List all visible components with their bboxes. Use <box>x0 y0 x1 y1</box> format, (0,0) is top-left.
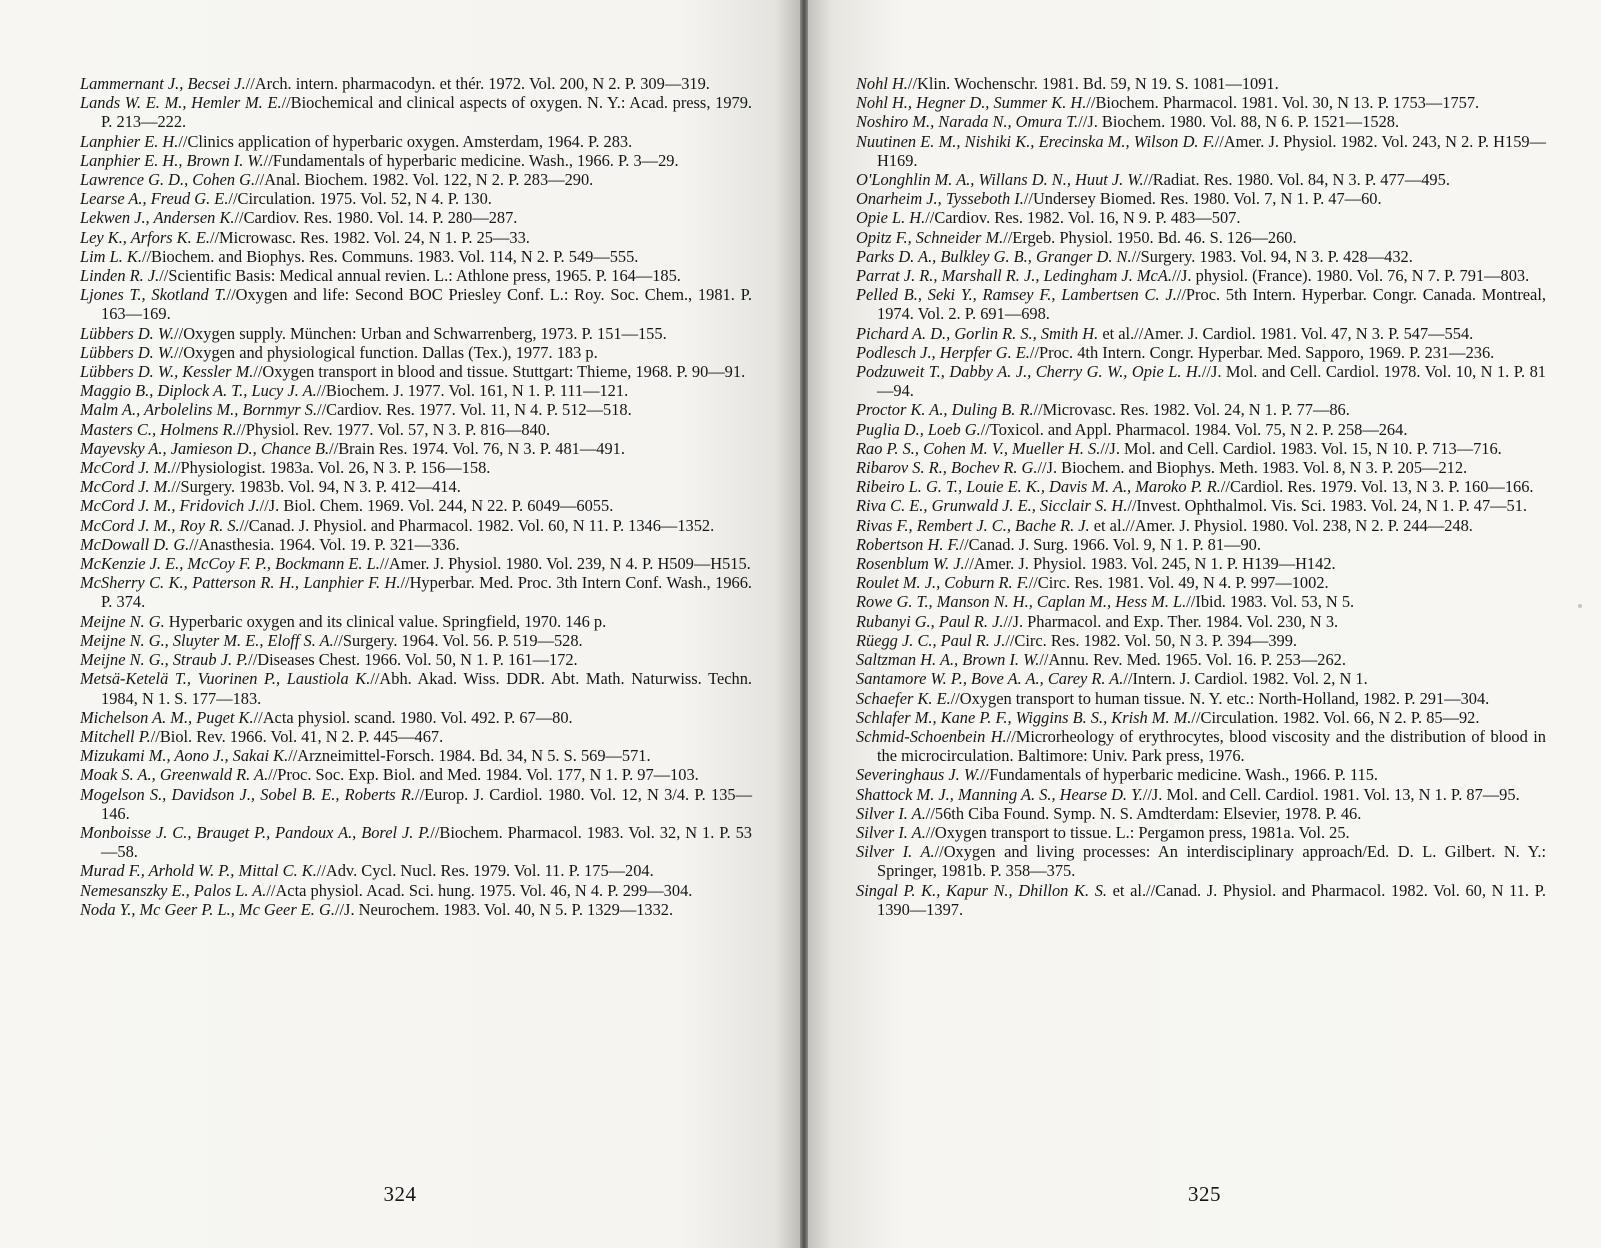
reference-entry <box>80 228 752 247</box>
reference-source: et al.//Amer. J. Cardiol. 1981. Vol. 47, N 3. P. 547—554. <box>1098 323 1474 343</box>
reference-source: //Oxygen supply. München: Urban and Schwarrenberg, 1973. P. 151—155. <box>174 323 667 343</box>
reference-entry <box>856 208 1546 227</box>
reference-source: //Oxygen and physiological function. Dallas (Tex.), 1977. 183 p. <box>174 342 598 362</box>
reference-authors: Monboisse J. C., Brauget P., Pandoux A., Borel J. P. <box>80 822 431 842</box>
reference-entry <box>856 132 1546 170</box>
reference-source: //Physiol. Rev. 1977. Vol. 57, N 3. P. 816—840. <box>236 419 551 439</box>
reference-entry <box>856 804 1546 823</box>
reference-source: //Clinics application of hyperbaric oxygen. Amsterdam, 1964. P. 283. <box>178 131 633 151</box>
reference-source: //Canad. J. Surg. 1966. Vol. 9, N 1. P. 81—90. <box>959 534 1261 554</box>
reference-source: //Amer. J. Physiol. 1982. Vol. 243, N 2. P. H159—H169. <box>877 131 1546 170</box>
reference-entry <box>80 631 752 650</box>
reference-source: //Microvasc. Res. 1982. Vol. 24, N 1. P. 77—86. <box>1033 400 1350 420</box>
reference-authors: Ljones T., Skotland T. <box>80 285 227 305</box>
reference-entry <box>80 554 752 573</box>
reference-entry <box>80 324 752 343</box>
reference-source: //Amer. J. Physiol. 1983. Vol. 245, N 1. P. H139—H142. <box>964 554 1336 574</box>
reference-entry <box>80 669 752 707</box>
reference-entry <box>80 343 752 362</box>
page-number-left: 324 <box>383 1182 417 1206</box>
reference-source: //Proc. Soc. Exp. Biol. and Med. 1984. Vol. 177, N 1. P. 97—103. <box>268 765 699 785</box>
reference-entry <box>856 842 1546 880</box>
reference-source: //Anal. Biochem. 1982. Vol. 122, N 2. P. 283—290. <box>255 170 594 190</box>
reference-entry <box>80 612 752 631</box>
reference-source: //Abh. Akad. Wiss. DDR. Abt. Math. Naturwiss. Techn. 1984, N 1. S. 177—183. <box>101 669 753 708</box>
reference-entry <box>80 881 752 900</box>
reference-authors: Nohl H. <box>856 74 908 93</box>
reference-source: //Invest. Ophthalmol. Vis. Sci. 1983. Vol. 24, N 1. P. 47—51. <box>1127 496 1528 516</box>
reference-authors: Mitchell P. <box>80 726 151 746</box>
reference-authors: Linden R. J. <box>80 266 160 286</box>
reference-entry <box>80 74 752 93</box>
reference-source: //J. Mol. and Cell. Cardiol. 1978. Vol. 10, N 1. P. 81—94. <box>877 362 1546 401</box>
reference-source: //Oxygen transport to tissue. L.: Pergamon press, 1981a. Vol. 25. <box>925 822 1350 842</box>
reference-source: //Surgery. 1983. Vol. 94, N 3. P. 428—432. <box>1131 246 1413 266</box>
reference-authors: McSherry C. K., Patterson R. H., Lanphier F. H. <box>80 573 401 593</box>
reference-source: Hyperbaric oxygen and its clinical value. Springfield, 1970. 146 p. <box>164 611 607 631</box>
reference-entry <box>80 516 752 535</box>
reference-authors: McCord J. M. <box>80 458 172 478</box>
reference-entry <box>80 785 752 823</box>
reference-authors: Rosenblum W. J. <box>856 554 965 574</box>
reference-authors: Learse A., Freud G. E. <box>80 189 229 209</box>
reference-authors: Riva C. E., Grunwald J. E., Sicclair S. H. <box>856 496 1128 516</box>
reference-source: //Fundamentals of hyperbaric medicine. Wash., 1966. P. 3—29. <box>263 150 679 170</box>
reference-entry <box>80 746 752 765</box>
reference-entry <box>856 573 1546 592</box>
reference-source: //Circ. Res. 1981. Vol. 49, N 4. P. 997—1002. <box>1028 573 1329 593</box>
reference-entry <box>856 362 1546 400</box>
reference-source: //Diseases Chest. 1966. Vol. 50, N 1. P. 161—172. <box>248 650 578 670</box>
reference-entry <box>856 324 1546 343</box>
reference-authors: Noda Y., Mc Geer P. L., Mc Geer E. G. <box>80 899 335 919</box>
reference-entry <box>856 881 1546 919</box>
reference-authors: McCord J. M. <box>80 477 172 497</box>
reference-authors: Rivas F., Rembert J. C., Bache R. J. <box>856 515 1090 535</box>
reference-source: //Biochem. and Biophys. Res. Communs. 1983. Vol. 114, N 2. P. 549—555. <box>141 246 639 266</box>
reference-entry <box>80 727 752 746</box>
reference-entry <box>80 93 752 131</box>
reference-source: //Oxygen transport in blood and tissue. Stuttgart: Thieme, 1968. P. 90—91. <box>253 362 746 382</box>
reference-entry <box>856 189 1546 208</box>
reference-authors: McCord J. M., Fridovich J. <box>80 496 260 516</box>
reference-entry <box>80 247 752 266</box>
reference-source: //Europ. J. Cardiol. 1980. Vol. 12, N 3/4. P. 135—146. <box>101 784 752 823</box>
reference-authors: O'Longhlin M. A., Willans D. N., Huut J. W. <box>856 170 1144 190</box>
reference-authors: Onarheim J., Tysseboth I. <box>856 189 1024 209</box>
paper-speck <box>1578 604 1582 608</box>
reference-source: //Cardiov. Res. 1982. Vol. 16, N 9. P. 483—507. <box>925 208 1241 228</box>
reference-source: //Amer. J. Physiol. 1980. Vol. 239, N 4. P. H509—H515. <box>379 554 751 574</box>
reference-entry <box>856 228 1546 247</box>
reference-authors: Shattock M. J., Manning A. S., Hearse D. Y. <box>856 784 1143 804</box>
reference-entry <box>856 285 1546 323</box>
reference-source: //Proc. 4th Intern. Congr. Hyperbar. Med. Sapporo, 1969. P. 231—236. <box>1029 342 1495 362</box>
reference-entry <box>856 420 1546 439</box>
reference-source: //Acta physiol. scand. 1980. Vol. 492. P. 67—80. <box>253 707 573 727</box>
reference-entry <box>856 266 1546 285</box>
reference-entry <box>856 496 1546 515</box>
reference-entry <box>856 823 1546 842</box>
reference-authors: Lands W. E. M., Hemler M. E. <box>80 93 282 113</box>
reference-authors: McKenzie J. E., McCoy F. P., Bockmann E. L. <box>80 554 380 574</box>
reference-authors: Schlafer M., Kane P. F., Wiggins B. S., Krish M. M. <box>856 707 1192 727</box>
reference-authors: Meijne N. G. <box>80 611 165 631</box>
reference-entry <box>856 785 1546 804</box>
reference-entry <box>80 900 752 919</box>
reference-source: //Radiat. Res. 1980. Vol. 84, N 3. P. 477—495. <box>1143 170 1450 190</box>
reference-entry <box>80 477 752 496</box>
reference-authors: Rubanyi G., Paul R. J. <box>856 611 1004 631</box>
reference-authors: Rowe G. T., Manson N. H., Caplan M., Hess M. L. <box>856 592 1187 612</box>
reference-authors: Puglia D., Loeb G. <box>856 419 981 439</box>
reference-source: //Adv. Cycl. Nucl. Res. 1979. Vol. 11. P. 175—204. <box>316 861 654 881</box>
reference-authors: Santamore W. P., Bove A. A., Carey R. A. <box>856 669 1124 689</box>
reference-authors: Nohl H., Hegner D., Summer K. H. <box>856 93 1087 113</box>
reference-source: //Biochem. J. 1977. Vol. 161, N 1. P. 111—121. <box>316 381 629 401</box>
reference-entry <box>856 669 1546 688</box>
reference-entry <box>80 266 752 285</box>
reference-list-right <box>856 74 1546 919</box>
reference-list-left <box>80 74 752 919</box>
reference-entry <box>80 496 752 515</box>
reference-authors: Nuutinen E. M., Nishiki K., Erecinska M., Wilson D. F. <box>856 131 1215 151</box>
reference-source: //Cardiov. Res. 1977. Vol. 11, N 4. P. 512—518. <box>317 400 632 420</box>
reference-authors: Meijne N. G., Sluyter M. E., Eloff S. A. <box>80 630 334 650</box>
reference-authors: Rüegg J. C., Paul R. J. <box>856 630 1006 650</box>
reference-source: //Brain Res. 1974. Vol. 76, N 3. P. 481—491. <box>329 438 625 458</box>
reference-authors: McCord J. M., Roy R. S. <box>80 515 240 535</box>
reference-entry <box>856 535 1546 554</box>
reference-authors: Michelson A. M., Puget K. <box>80 707 254 727</box>
reference-entry <box>856 689 1546 708</box>
reference-source: //Surgery. 1964. Vol. 56. P. 519—528. <box>333 630 583 650</box>
reference-authors: Ribarov S. R., Bochev R. G. <box>856 458 1038 478</box>
reference-source: //J. Neurochem. 1983. Vol. 40, N 5. P. 1329—1332. <box>334 899 674 919</box>
reference-source: //Toxicol. and Appl. Pharmacol. 1984. Vol. 75, N 2. P. 258—264. <box>980 419 1408 439</box>
reference-source: //Anasthesia. 1964. Vol. 19. P. 321—336. <box>189 534 460 554</box>
reference-authors: Lübbers D. W., Kessler M. <box>80 362 254 382</box>
reference-source: //Biochemical and clinical aspects of oxygen. N. Y.: Acad. press, 1979. P. 213—222. <box>101 93 753 132</box>
reference-entry <box>80 535 752 554</box>
reference-source: //Oxygen transport to human tissue. N. Y. etc.: North-Holland, 1982. P. 291—304. <box>950 688 1490 708</box>
reference-entry <box>856 612 1546 631</box>
reference-authors: Robertson H. F. <box>856 534 960 554</box>
reference-source: //Oxygen and life: Second BOC Priesley Conf. L.: Roy. Soc. Chem., 1981. P. 163—169. <box>101 285 752 324</box>
reference-authors: Lammernant J., Becsei J. <box>80 74 246 93</box>
reference-source: //J. Biochem. 1980. Vol. 88, N 6. P. 1521—1528. <box>1078 112 1400 132</box>
reference-source: et al.//Amer. J. Physiol. 1980. Vol. 238, N 2. P. 244—248. <box>1089 515 1473 535</box>
reference-entry <box>856 516 1546 535</box>
reference-authors: Maggio B., Diplock A. T., Lucy J. A. <box>80 381 317 401</box>
reference-source: //Acta physiol. Acad. Sci. hung. 1975. Vol. 46, N 4. P. 299—304. <box>266 880 693 900</box>
reference-authors: Pichard A. D., Gorlin R. S., Smith H. <box>856 323 1099 343</box>
reference-entry <box>856 74 1546 93</box>
reference-authors: Parks D. A., Bulkley G. B., Granger D. N. <box>856 246 1132 266</box>
reference-entry <box>80 151 752 170</box>
reference-source: //Canad. J. Physiol. and Pharmacol. 1982. Vol. 60, N 11. P. 1346—1352. <box>239 515 715 535</box>
page-number-right: 325 <box>1188 1182 1221 1206</box>
reference-entry <box>856 592 1546 611</box>
reference-source: //Biochem. Pharmacol. 1981. Vol. 30, N 13. P. 1753—1757. <box>1086 93 1480 113</box>
reference-entry <box>80 861 752 880</box>
reference-entry <box>80 170 752 189</box>
reference-authors: Schmid-Schoenbein H. <box>856 726 1007 746</box>
reference-entry <box>80 650 752 669</box>
reference-authors: Lanphier E. H., Brown I. W. <box>80 150 264 170</box>
reference-entry <box>856 247 1546 266</box>
reference-authors: Mogelson S., Davidson J., Sobel B. E., Roberts R. <box>80 784 416 804</box>
left-page <box>0 0 800 1248</box>
reference-source: //Microrheology of erythrocytes, blood viscosity and the distribution of blood in the microcirculation. Baltimore: Univ. Park press, 1976. <box>877 726 1546 766</box>
reference-authors: Ribeiro L. G. T., Louie E. K., Davis M. A., Maroko P. R. <box>856 477 1221 497</box>
reference-source: //56th Ciba Found. Symp. N. S. Amdterdam: Elsevier, 1978. P. 46. <box>925 803 1362 823</box>
reference-entry <box>80 381 752 400</box>
reference-authors: Severinghaus J. W. <box>856 765 981 785</box>
reference-source: //Microwasc. Res. 1982. Vol. 24, N 1. P. 25—33. <box>209 227 530 247</box>
reference-entry <box>856 650 1546 669</box>
reference-source: //J. Mol. and Cell. Cardiol. 1981. Vol. 13, N 1. P. 87—95. <box>1142 784 1520 804</box>
reference-entry <box>856 477 1546 496</box>
reference-entry <box>80 573 752 611</box>
reference-authors: Lim L. K. <box>80 246 142 266</box>
reference-authors: Masters C., Holmens R. <box>80 419 237 439</box>
reference-source: //Circulation. 1982. Vol. 66, N 2. P. 85—92. <box>1191 707 1480 727</box>
reference-authors: Roulet M. J., Coburn R. F. <box>856 573 1029 593</box>
reference-authors: Mayevsky A., Jamieson D., Chance B. <box>80 438 330 458</box>
reference-entry <box>856 458 1546 477</box>
reference-source: //Hyperbar. Med. Proc. 3th Intern Conf. Wash., 1966. P. 374. <box>101 573 753 612</box>
reference-source: //Circulation. 1975. Vol. 52, N 4. P. 130. <box>228 189 492 209</box>
reference-authors: Nemesanszky E., Palos L. A. <box>80 880 267 900</box>
reference-authors: Meijne N. G., Straub J. P. <box>80 650 249 670</box>
reference-authors: Ley K., Arfors K. E. <box>80 227 210 247</box>
reference-authors: Malm A., Arbolelins M., Bornmyr S. <box>80 400 318 420</box>
reference-authors: Lekwen J., Andersen K. <box>80 208 235 228</box>
reference-source: //Undersey Biomed. Res. 1980. Vol. 7, N 1. P. 47—60. <box>1023 189 1382 209</box>
reference-entry <box>80 285 752 323</box>
reference-entry <box>856 554 1546 573</box>
reference-entry <box>856 112 1546 131</box>
reference-authors: Schaefer K. E. <box>856 688 951 708</box>
reference-authors: Proctor K. A., Duling B. R. <box>856 400 1034 420</box>
reference-authors: Podlesch J., Herpfer G. E. <box>856 342 1030 362</box>
reference-authors: Murad F., Arhold W. P., Mittal C. K. <box>80 861 317 881</box>
reference-entry <box>80 458 752 477</box>
reference-authors: Mizukami M., Aono J., Sakai K. <box>80 746 289 766</box>
reference-authors: Silver I. A. <box>856 822 926 842</box>
reference-source: //J. Biol. Chem. 1969. Vol. 244, N 22. P. 6049—6055. <box>259 496 614 516</box>
reference-entry <box>856 170 1546 189</box>
reference-authors: Parrat J. R., Marshall R. J., Ledingham J. McA. <box>856 266 1172 286</box>
reference-source: //Cardiov. Res. 1980. Vol. 14. P. 280—287. <box>234 208 518 228</box>
reference-source: //Ibid. 1983. Vol. 53, N 5. <box>1186 592 1355 612</box>
reference-authors: McDowall D. G. <box>80 534 190 554</box>
reference-entry <box>80 208 752 227</box>
reference-entry <box>80 362 752 381</box>
reference-source: //J. Biochem. and Biophys. Meth. 1983. Vol. 8, N 3. P. 205—212. <box>1037 458 1468 478</box>
reference-source: //Biol. Rev. 1966. Vol. 41, N 2. P. 445—467. <box>150 726 444 746</box>
reference-source: //Ergeb. Physiol. 1950. Bd. 46. S. 126—260. <box>1003 227 1297 247</box>
reference-entry <box>80 132 752 151</box>
reference-entry <box>80 823 752 861</box>
book-gutter <box>800 0 808 1248</box>
reference-source: //Arch. intern. pharmacodyn. et thér. 1972. Vol. 200, N 2. P. 309—319. <box>245 74 710 93</box>
reference-authors: Opitz F., Schneider M. <box>856 227 1004 247</box>
reference-authors: Lanphier E. H. <box>80 131 179 151</box>
reference-authors: Noshiro M., Narada N., Omura T. <box>856 112 1079 132</box>
reference-authors: Rao P. S., Cohen M. V., Mueller H. S. <box>856 438 1101 458</box>
reference-authors: Silver I. A. <box>856 803 926 823</box>
reference-entry <box>80 708 752 727</box>
reference-entry <box>80 420 752 439</box>
reference-source: //J. physiol. (France). 1980. Vol. 76, N 7. P. 791—803. <box>1171 266 1530 286</box>
reference-authors: Lübbers D. W. <box>80 342 175 362</box>
reference-entry <box>856 631 1546 650</box>
reference-entry <box>856 93 1546 112</box>
reference-source: //Intern. J. Cardiol. 1982. Vol. 2, N 1. <box>1123 669 1368 689</box>
reference-authors: Lawrence G. D., Cohen G. <box>80 170 256 190</box>
reference-entry <box>80 765 752 784</box>
reference-source: //J. Mol. and Cell. Cardiol. 1983. Vol. 15, N 10. P. 713—716. <box>1100 438 1502 458</box>
reference-source: //Surgery. 1983b. Vol. 94, N 3. P. 412—414. <box>171 477 461 497</box>
reference-entry <box>856 765 1546 784</box>
reference-source: //J. Pharmacol. and Exp. Ther. 1984. Vol. 230, N 3. <box>1003 611 1339 631</box>
reference-authors: Saltzman H. A., Brown I. W. <box>856 650 1040 670</box>
reference-entry <box>856 400 1546 419</box>
reference-authors: Pelled B., Seki Y., Ramsey F., Lambertsen C. J. <box>856 285 1177 305</box>
reference-authors: Singal P. K., Kapur N., Dhillon K. S. <box>856 880 1107 900</box>
reference-entry <box>856 708 1546 727</box>
reference-entry <box>80 400 752 419</box>
reference-authors: Silver I. A. <box>856 842 935 862</box>
reference-source: //Annu. Rev. Med. 1965. Vol. 16. P. 253—262. <box>1039 650 1346 670</box>
reference-source: //Proc. 5th Intern. Hyperbar. Congr. Canada. Montreal, 1974. Vol. 2. P. 691—698. <box>877 285 1546 324</box>
reference-source: //Arzneimittel-Forsch. 1984. Bd. 34, N 5. S. 569—571. <box>288 746 651 766</box>
reference-entry <box>80 189 752 208</box>
reference-authors: Metsä-Ketelä T., Vuorinen P., Laustiola K. <box>80 669 371 689</box>
reference-entry <box>80 439 752 458</box>
reference-entry <box>856 439 1546 458</box>
reference-source: //Fundamentals of hyperbaric medicine. Wash., 1966. P. 115. <box>980 765 1379 785</box>
reference-entry <box>856 727 1546 765</box>
reference-source: //Cardiol. Res. 1979. Vol. 13, N 3. P. 160—166. <box>1220 477 1534 497</box>
reference-source: //Scientific Basis: Medical annual revien. L.: Athlone press, 1965. P. 164—185. <box>159 266 681 286</box>
reference-source: //Circ. Res. 1982. Vol. 50, N 3. P. 394—399. <box>1005 630 1298 650</box>
reference-source: et al.//Canad. J. Physiol. and Pharmacol. 1982. Vol. 60, N 11. P. 1390—1397. <box>877 880 1546 919</box>
reference-source: //Biochem. Pharmacol. 1983. Vol. 32, N 1. P. 53—58. <box>101 822 752 862</box>
reference-source: //Physiologist. 1983a. Vol. 26, N 3. P. 156—158. <box>171 458 491 478</box>
reference-source: //Oxygen and living processes: An interdisciplinary approach/Ed. D. L. Gilbert. N. Y.: Springer, 1981b. P. 358—375. <box>877 842 1547 881</box>
reference-source: //Klin. Wochenschr. 1981. Bd. 59, N 19. S. 1081—1091. <box>907 74 1279 93</box>
reference-entry <box>856 343 1546 362</box>
reference-authors: Lübbers D. W. <box>80 323 175 343</box>
right-page <box>808 0 1601 1248</box>
reference-authors: Moak S. A., Greenwald R. A. <box>80 765 269 785</box>
reference-authors: Podzuweit T., Dabby A. J., Cherry G. W., Opie L. H. <box>856 362 1202 382</box>
reference-authors: Opie L. H. <box>856 208 926 228</box>
